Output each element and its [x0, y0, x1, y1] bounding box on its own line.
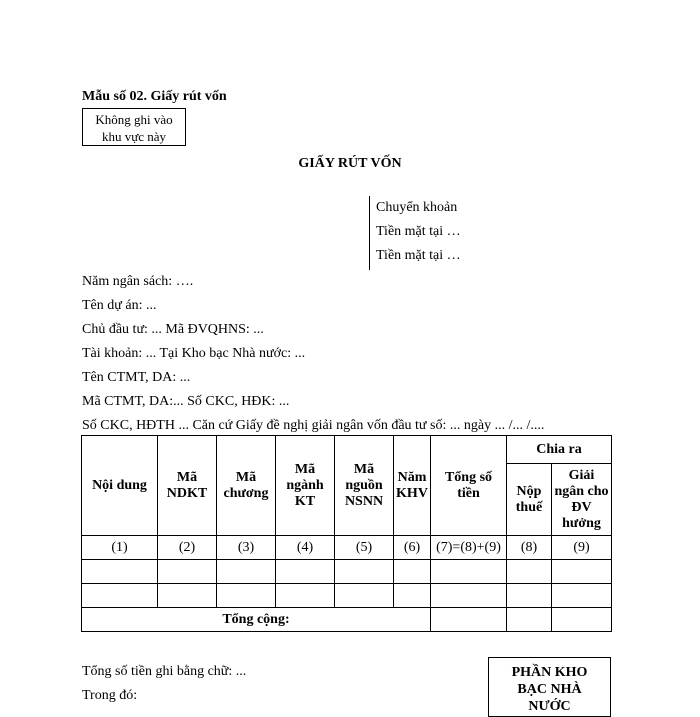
column-number-row: [82, 536, 612, 560]
payment-cash-2: Tiền mặt tại …: [376, 248, 461, 263]
col-number: (1): [82, 536, 158, 560]
total-label: Tổng cộng:: [82, 608, 431, 632]
col-number: (2): [158, 536, 217, 560]
header-split: Chia ra: [507, 436, 612, 464]
header-year: Năm KHV: [394, 436, 431, 536]
table-row: [82, 584, 612, 608]
budget-year: Năm ngân sách: ….: [82, 274, 194, 289]
col-number: (6): [394, 536, 431, 560]
col-number: (7)=(8)+(9): [431, 536, 507, 560]
payment-cash-1: Tiền mặt tại …: [376, 224, 461, 239]
account: Tài khoản: ... Tại Kho bạc Nhà nước: ...: [82, 346, 306, 361]
not-write-line-1: Không ghi vào: [95, 112, 173, 127]
program-name: Tên CTMT, DA: ...: [82, 370, 191, 385]
col-number: (8): [507, 536, 552, 560]
payment-transfer: Chuyển khoản: [376, 200, 458, 215]
header-ndkt: Mã NDKT: [158, 436, 217, 536]
treasury-box: PHẦN KHO BẠC NHÀ NƯỚC: [488, 657, 611, 717]
header-tax: Nộp thuế: [507, 464, 552, 536]
withdrawal-table: [81, 435, 612, 632]
header-source: Mã nguồn NSNN: [335, 436, 394, 536]
not-write-line-2: khu vực này: [101, 129, 167, 144]
header-sector: Mã ngành KT: [276, 436, 335, 536]
total-row: [82, 608, 612, 632]
contract-basis: Số CKC, HĐTH ... Căn cứ Giấy đề nghị giải ngân vốn đầu tư số: ... ngày ... /... /....: [82, 418, 545, 433]
amount-in-words: Tổng số tiền ghi bằng chữ: ...: [82, 664, 247, 679]
col-number: (5): [335, 536, 394, 560]
form-label: Mẫu số 02. Giấy rút vốn: [82, 89, 227, 104]
col-number: (4): [276, 536, 335, 560]
header-chapter: Mã chương: [217, 436, 276, 536]
col-number: (3): [217, 536, 276, 560]
header-total: Tổng số tiền: [431, 436, 507, 536]
header-content: Nội dung: [82, 436, 158, 536]
table-row: [82, 560, 612, 584]
payment-method-block: [369, 196, 461, 270]
not-write-box: [82, 108, 186, 146]
investor: Chủ đầu tư: ... Mã ĐVQHNS: ...: [82, 322, 264, 337]
document-title: GIẤY RÚT VỐN: [298, 156, 402, 171]
in-which: Trong đó:: [82, 688, 138, 703]
program-code: Mã CTMT, DA:... Số CKC, HĐK: ...: [82, 394, 290, 409]
project-name: Tên dự án: ...: [82, 298, 157, 313]
header-disburse: Giải ngân cho ĐV hưởng: [552, 464, 612, 536]
col-number: (9): [552, 536, 612, 560]
